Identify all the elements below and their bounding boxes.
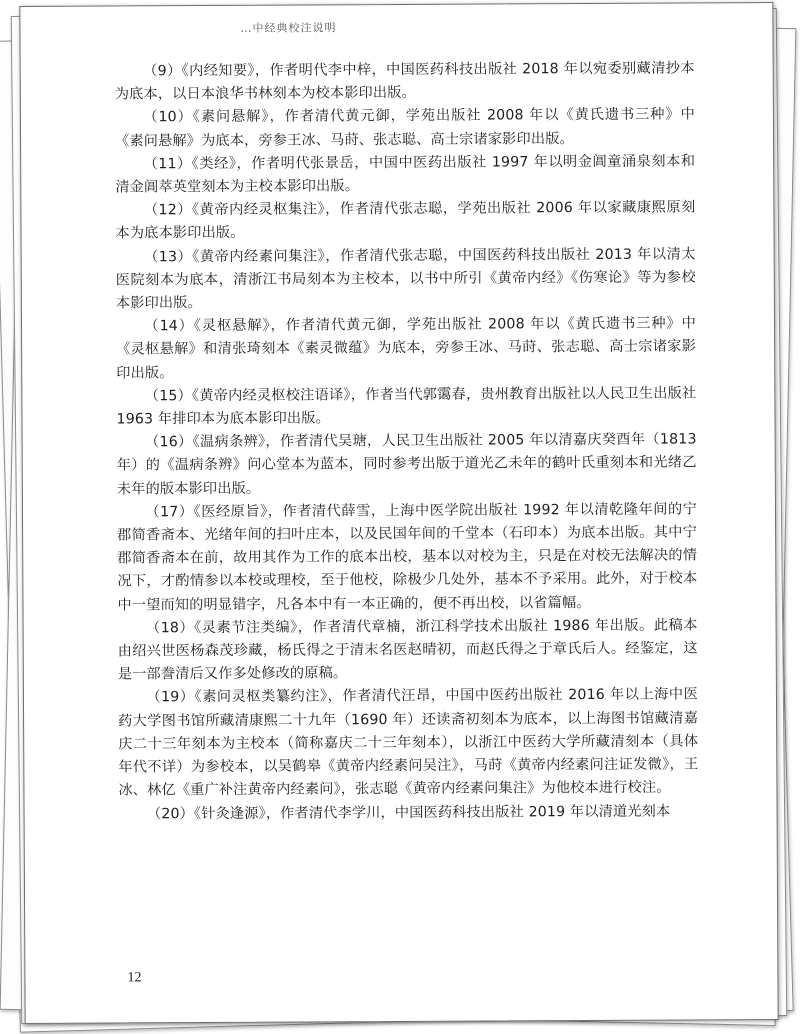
page-number: 12 [127,970,142,986]
paragraph-13: （13）《黄帝内经素问集注》，作者清代张志聪，中国医药科技出版社 2013 年以清太医院刻本为底本，清浙江书局刻本为主校本，以书中所引《黄帝内经》《伤寒论》等为参校本影印出版。 [115,246,696,312]
paragraph-20: （20）《针灸逢源》，作者清代李学川，中国医药科技出版社 2019 年以清道光刻本 [146,803,671,822]
paragraph-15: （15）《黄帝内经灵枢校注语译》，作者当代郭霭春，贵州教育出版社以人民卫生出版社 1963 年排印本为底本影印出版。 [116,385,697,428]
running-header: …中经典校注说明 [240,21,337,35]
paragraph-18: （18）《灵素节注类编》，作者清代章楠，浙江科学技术出版社 1986 年出版。此稿本由绍兴世医杨森茂珍藏，杨氏得之于清末名医赵晴初，而赵氏得之于章氏后人。经鉴定，这是一部誊清后又作多处修改的原稿。 [117,617,698,683]
paragraph-12: （12）《黄帝内经灵枢集注》，作者清代张志聪，学苑出版社 2006 年以家藏康熙原刻本为底本影印出版。 [115,199,696,242]
paragraph-11: （11）《类经》，作者明代张景岳，中国中医药出版社 1997 年以明金阊童涌泉刻本和清金阊萃英堂刻本为主校本影印出版。 [115,153,696,196]
paragraph-10: （10）《素问悬解》，作者清代黄元御，学苑出版社 2008 年以《黄氏遗书三种》中《素问悬解》为底本，旁参王冰、马莳、张志聪、高士宗诸家影印出版。 [115,106,695,150]
paragraph-16: （16）《温病条辨》，作者清代吴瑭，人民卫生出版社 2005 年以清嘉庆癸酉年（1813 年）的《温病条辨》问心堂本为蓝本，同时参考出版于道光乙未年的鹤叶氏重刻本和光绪乙未年的版本影印出版。 [116,431,697,498]
page-body [115,57,699,826]
paragraph-17: （17）《医经原旨》，作者清代薛雪，上海中医学院出版社 1992 年以清乾隆年间的宁郡简香斋本、光绪年间的扫叶庄本，以及民国年间的千堂本（石印本）为底本出版。其中宁郡简香斋本在前，故用其作为工作的底本出校，基本以对校为主，只是在对校无法解决的情况下，才酌情参以本校或理校，至于他校，除极少几处外，基本不予采用。此外，对于校本中一望而知的明显错字，凡各本中有一本正确的，便不再出校，以省篇幅。 [117,501,698,614]
paragraph-9: （9）《内经知要》，作者明代李中梓，中国医药科技出版社 2018 年以宛委别藏清抄本为底本，以日本浪华书林刻本为校本影印出版。 [114,60,695,103]
document-page [19,2,778,1024]
paragraph-19: （19）《素问灵枢类纂约注》，作者清代汪昂，中国中医药出版社 2016 年以上海中医药大学图书馆所藏清康熙二十九年（1690 年）还读斋初刻本为底本，以上海图书馆藏清嘉庆二十三年刻本为主校本（简称嘉庆二十三年刻本），以浙江中医药大学所藏清刻本（具体年代不详）为参校本，以吴鹤皋《黄帝内经素问吴注》，马莳《黄帝内经素问注证发微》，王冰、林亿《重广补注黄帝内经素问》，张志聪《黄帝内经素问集注》为他校本进行校注。 [118,686,699,799]
paragraph-14: （14）《灵枢悬解》，作者清代黄元御，学苑出版社 2008 年以《黄氏遗书三种》中《灵枢悬解》和清张琦刻本《素灵微蕴》为底本，旁参王冰、马莳、张志聪、高士宗诸家影印出版。 [116,315,697,382]
